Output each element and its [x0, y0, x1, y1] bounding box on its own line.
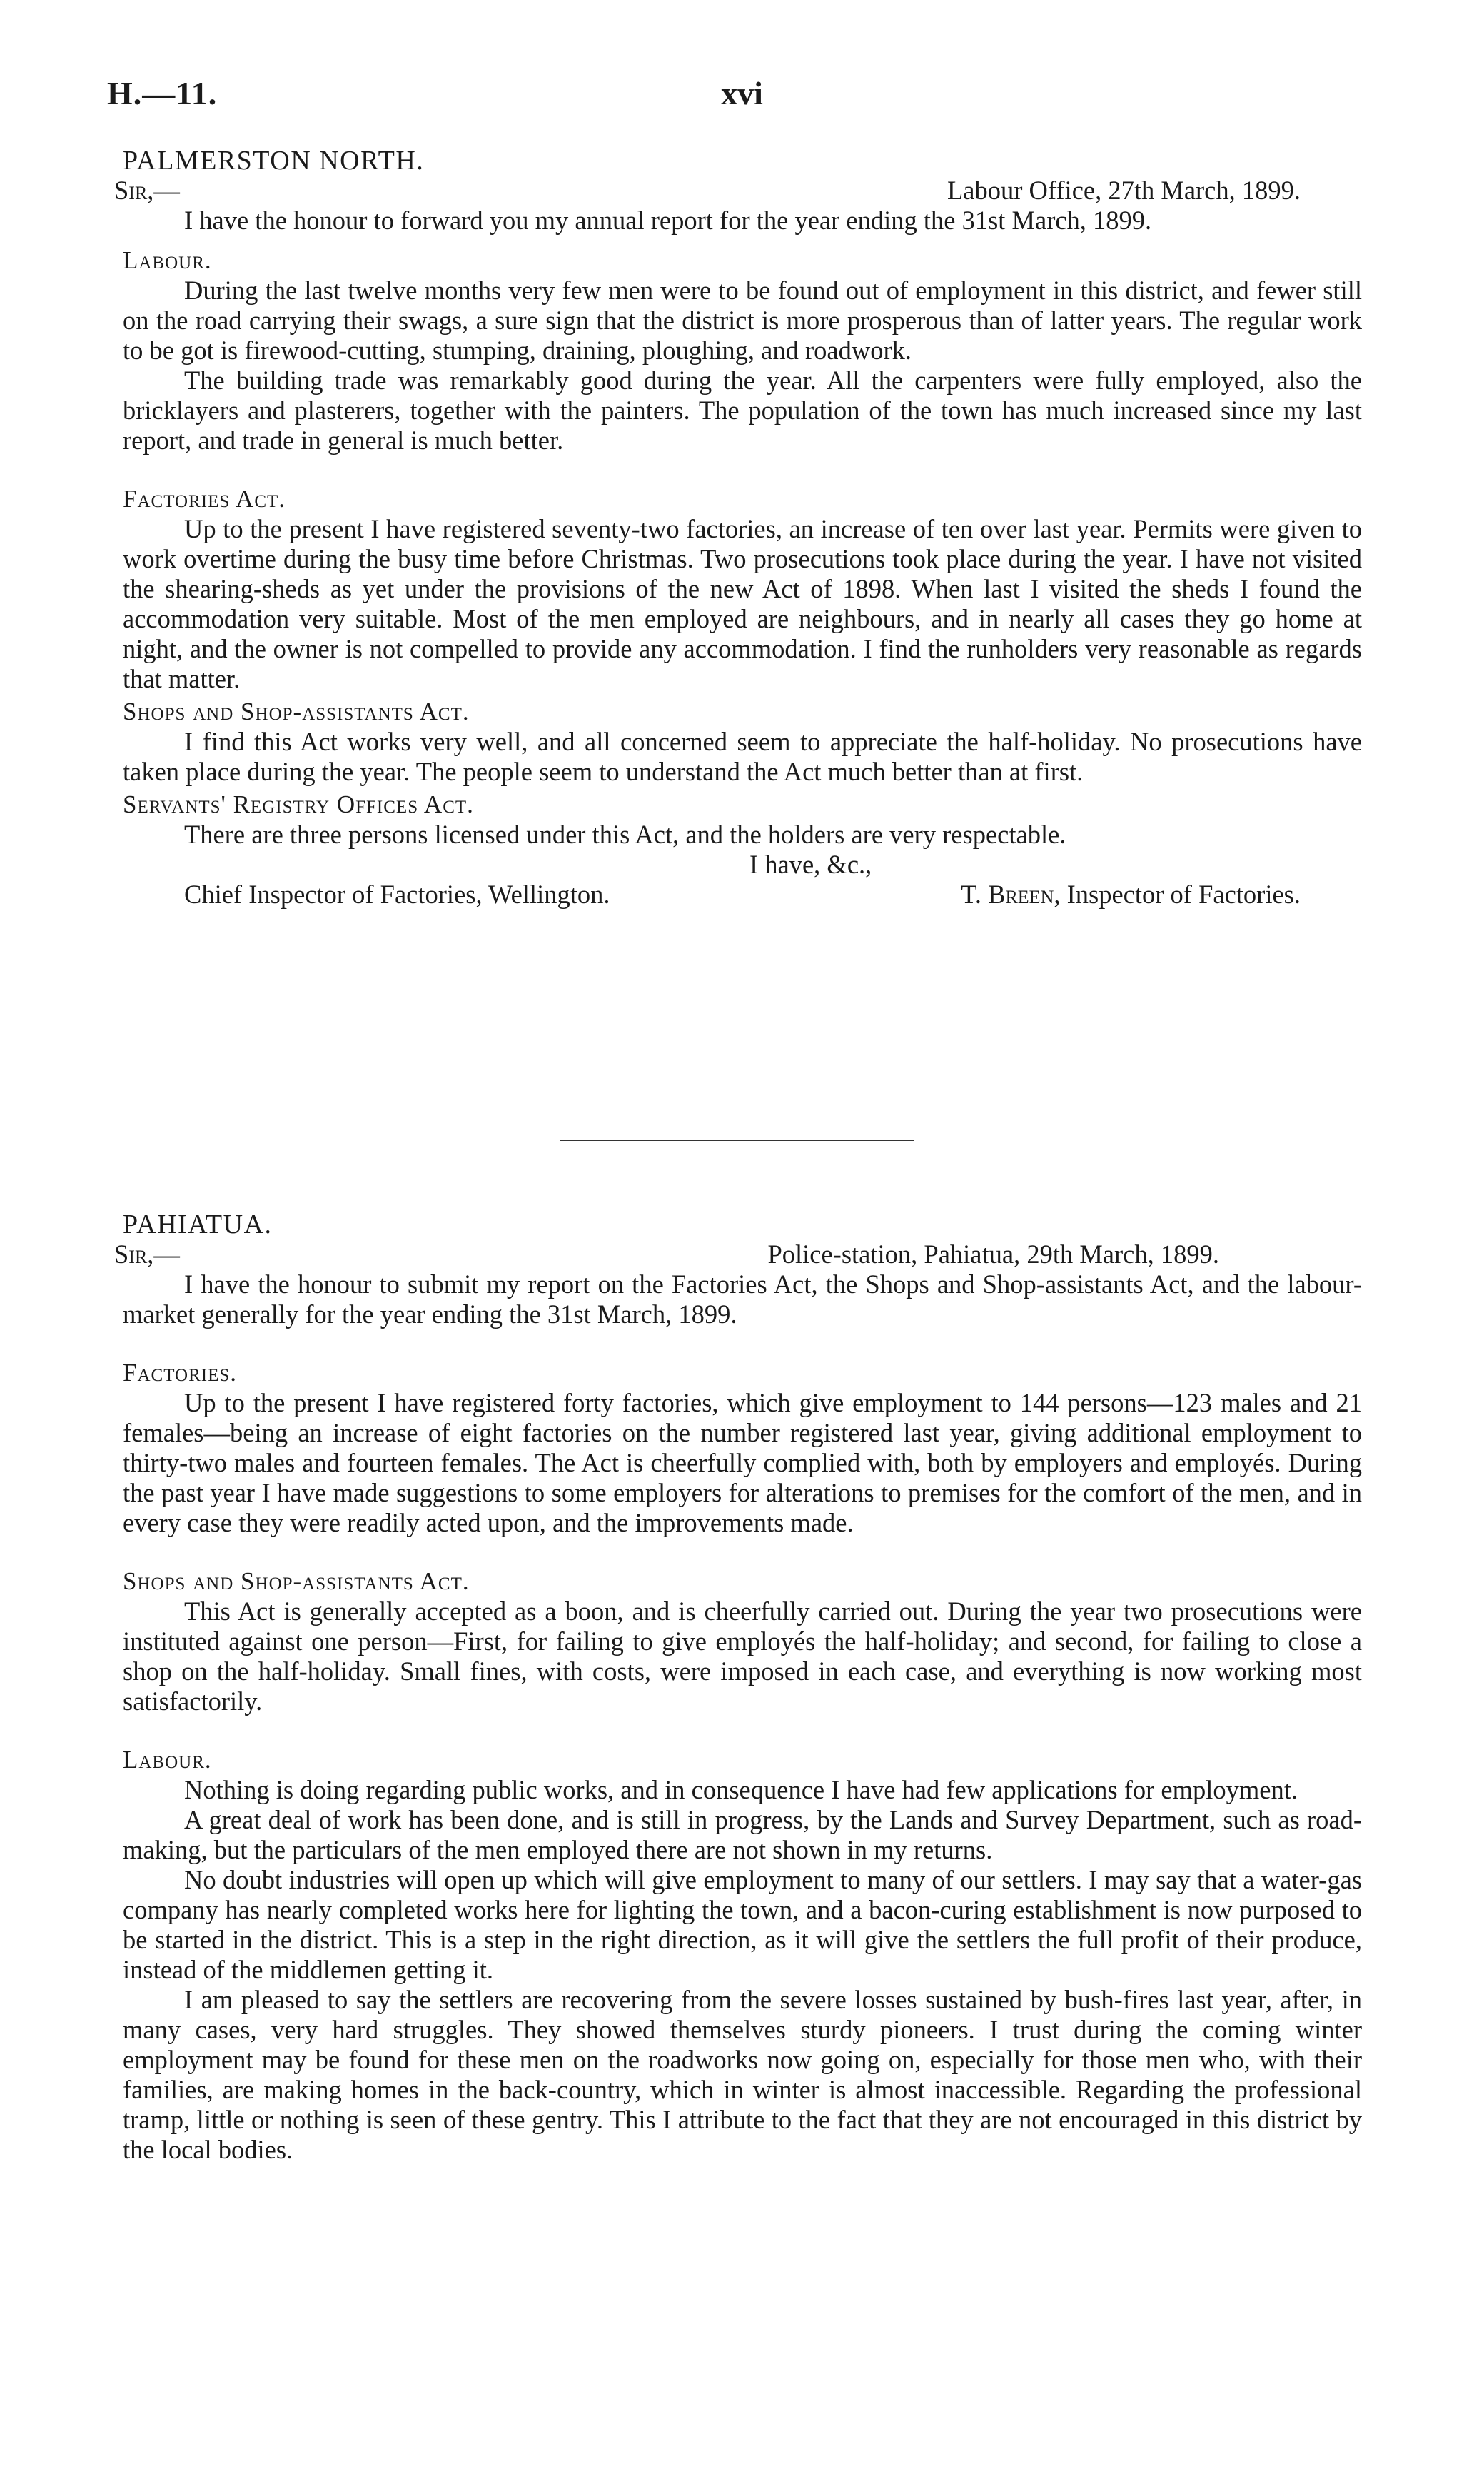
section-divider: [560, 1140, 914, 1141]
report-title: PAHIATUA.: [123, 1210, 273, 1240]
page-reference: H.—11.: [107, 75, 218, 111]
body-paragraph: Up to the present I have registered seventy-two factories, an increase of ten over last year. Permits were given to work overtime during the busy time before Christmas. Two prosecutions took place during the year. I have not visited the shearing-sheds as yet under the provisions of the new Act of 1898. When last I visited the sheds I found the accommodation very suitable. Most of the men employed are neighbours, and in nearly all cases they go home at night, and the owner is not compelled to provide any accommodation. I find the runholders very reasonable as regards that matter.: [123, 514, 1362, 693]
signature-row: [123, 880, 1362, 910]
body-paragraph: A great deal of work has been done, and is still in progress, by the Lands and Survey Department, such as road-making, but the particulars of the men employed there are not shown in my returns.: [123, 1805, 1362, 1864]
body-paragraph: There are three persons licensed under this Act, and the holders are very respectable.: [184, 820, 1066, 849]
report-title: PALMERSTON NORTH.: [123, 146, 425, 176]
section-heading-shops-act: Shops and Shop-assistants Act.: [123, 698, 470, 725]
section-heading-factories-act: Factories Act.: [123, 485, 286, 513]
dateline: Police-station, Pahiatua, 29th March, 1899.: [767, 1240, 1219, 1269]
section-heading-factories: Factories.: [123, 1359, 237, 1387]
signature-name: T. Breen,: [961, 880, 1061, 909]
closing-line: I have, &c.,: [749, 850, 872, 879]
body-paragraph: During the last twelve months very few men were to be found out of employment in this district, and fewer still on the road carrying their swags, a sure sign that the district is more prosperous than of latter years. The regular work to be got is firewood-cutting, stumping, draining, ploughing, and roadwork.: [123, 276, 1362, 365]
body-paragraph: No doubt industries will open up which will give employment to many of our settlers. I may say that a water-gas company has nearly completed works here for lighting the town, and a bacon-curing establishment is now purposed to be started in the district. This is a step in the right direction, as it will give the settlers the full profit of their produce, instead of the middlemen getting it.: [123, 1865, 1362, 1984]
palmerston-report: [114, 146, 1362, 910]
addressee: Chief Inspector of Factories, Wellington.: [184, 880, 610, 909]
section-heading-labour: Labour.: [123, 1746, 212, 1774]
salutation-row: [114, 1240, 1362, 1269]
salutation: Sir,—: [114, 1240, 180, 1269]
body-paragraph: This Act is generally accepted as a boon, and is cheerfully carried out. During the year two prosecutions were instituted against one person—First, for failing to give employés the half-holiday; and second, for failing to close a shop on the half-holiday. Small fines, with costs, were imposed in each case, and everything is now working most satisfactorily.: [123, 1596, 1362, 1716]
section-heading-shops-act: Shops and Shop-assistants Act.: [123, 1567, 470, 1595]
section-heading-servants-act: Servants' Registry Offices Act.: [123, 790, 474, 818]
body-paragraph: Nothing is doing regarding public works, and in consequence I have had few applications for employment.: [184, 1775, 1298, 1804]
page-number: xvi: [721, 75, 763, 111]
section-heading-labour: Labour.: [123, 246, 212, 274]
body-paragraph: I am pleased to say the settlers are recovering from the severe losses sustained by bush-fires last year, after, in many cases, very hard struggles. They showed themselves sturdy pioneers. I trust during the coming winter employment may be found for these men on the roadworks now going on, especially for those men who, with their families, are making homes in the back-country, which in winter is almost inaccessible. Regarding the professional tramp, little or nothing is seen of these gentry. This I attribute to the fact that they are not encouraged in this district by the local bodies.: [123, 1985, 1362, 2164]
salutation-row: [114, 176, 1362, 206]
pahiatua-report: [114, 1210, 1362, 2165]
intro-paragraph: I have the honour to submit my report on the Factories Act, the Shops and Shop-assistants Act, and the labour-market generally for the year ending the 31st March, 1899.: [123, 1269, 1362, 1329]
salutation: Sir,—: [114, 176, 180, 205]
signature-title: Inspector of Factories.: [1066, 880, 1301, 909]
signature: [961, 880, 1301, 910]
body-paragraph: Up to the present I have registered forty factories, which give employment to 144 persons—123 males and 21 females—being an increase of eight factories on the number registered last year, giving additional employment to thirty-two males and fourteen females. The Act is cheerfully complied with, both by employers and employés. During the past year I have made suggestions to some employers for alterations to premises for the comfort of the men, and in every case they were readily acted upon, and the improvements made.: [123, 1388, 1362, 1537]
body-paragraph: The building trade was remarkably good during the year. All the carpenters were fully employed, also the bricklayers and plasterers, together with the painters. The population of the town has much increased since my last report, and trade in general is much better.: [123, 366, 1362, 455]
intro-paragraph: I have the honour to forward you my annual report for the year ending the 31st March, 1899.: [184, 206, 1152, 235]
body-paragraph: I find this Act works very well, and all concerned seem to appreciate the half-holiday. No prosecutions have taken place during the year. The people seem to understand the Act much better than at first.: [123, 727, 1362, 786]
dateline: Labour Office, 27th March, 1899.: [947, 176, 1301, 205]
